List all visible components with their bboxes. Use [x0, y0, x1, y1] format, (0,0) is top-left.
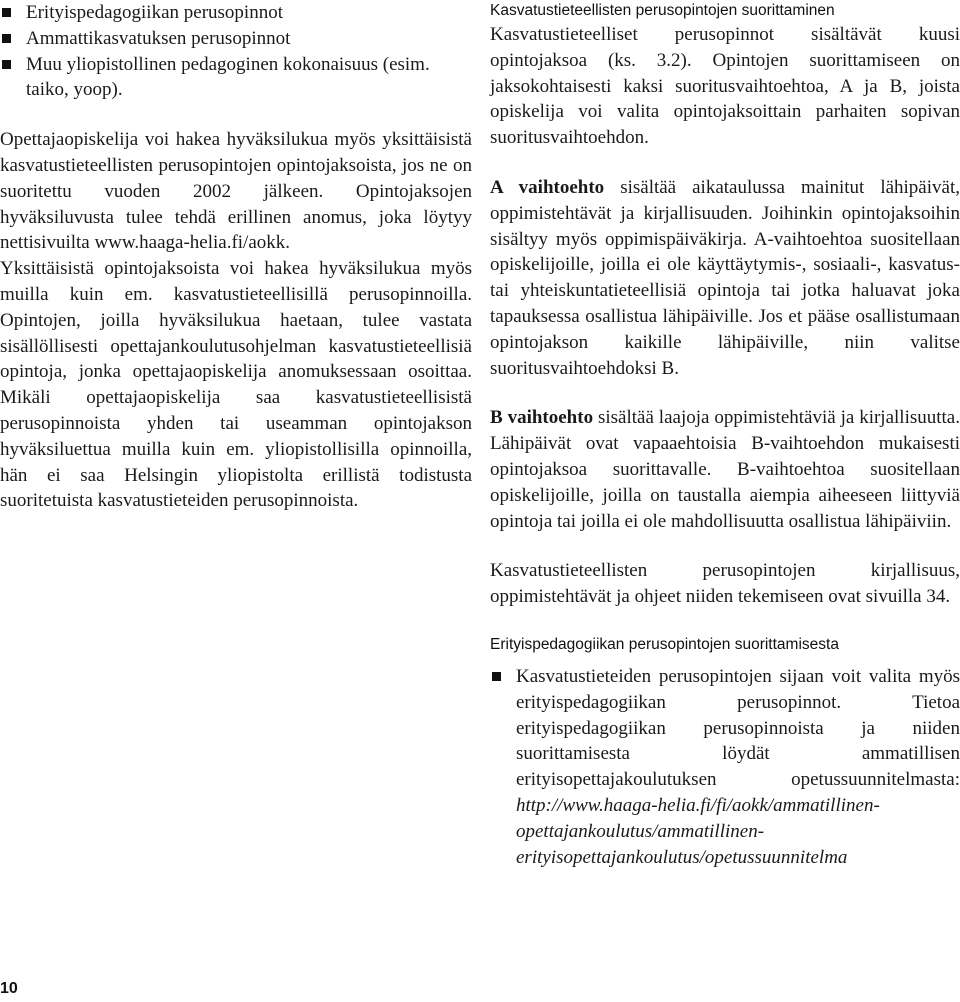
list-item	[490, 664, 960, 870]
studies-bullet-list	[0, 0, 472, 103]
square-bullet-icon	[2, 8, 11, 17]
list-item	[0, 52, 472, 104]
option-a-text: sisältää aikataulussa mainitut lähipäivät, oppimistehtävät ja kirjallisuuden. Joihinkin opintojaksoihin sisältyy myös oppimispäiväkirja. A-vaihtoehtoa suositellaan opiskelijoille, joilla ei ole käyttäytymis-, sosiaali-, kasvatus- tai yhteiskuntatieteellisiä opintoja tai jotka haluavat joka tapauksessa osallistua lähipäiville. Jos et pääse osallistumaan opintojakson kaikille lähipäiville, niin valitse suoritusvaihtoehdoksi B.	[490, 176, 960, 379]
curriculum-link[interactable]: http://www.haaga-helia.fi/fi/aokk/ammatillinen-opettajankoulutus/ammatillinen-erityisopettajankoulutus/opetussuunnitelma	[516, 794, 880, 868]
page-number: 10	[0, 980, 18, 997]
completion-intro-paragraph: Kasvatustieteelliset perusopinnot sisältävät kuusi opintojaksoa (ks. 3.2). Opintojen suorittamiseen on jaksokohtaisesti kaksi suoritusvaihtoehtoa, A ja B, joista opiskelija voi valita opintojaksoittain parhaiten sopivan suoritusvaihtoehdon.	[490, 24, 960, 149]
section-heading-special-education: Erityispedagogiikan perusopintojen suorittamisesta	[490, 635, 839, 653]
list-item-text: Ammattikasvatuksen perusopinnot	[26, 27, 291, 49]
individual-courses-paragraph: Yksittäisistä opintojaksoista voi hakea hyväksilukua myös muilla kuin em. kasvatustieteellisillä perusopinnoilla. Opintojen, joilla hyväksilukua haetaan, tulee vastata sisällöllisesti opettajankoulutusohjelman kasvatustieteellisiä opintoja, jonka opettajaopiskelija anomuksessaan osoittaa. Mikäli opettajaopiskelija saa kasvatustieteellisistä perusopinnoista yhden tai useamman opintojakson hyväksiluettua muilla kuin em. yliopistollisilla opinnoilla, hän ei saa Helsingin yliopistolta erillistä todistusta suoritetuista kasvatustieteiden perusopinnoista.	[0, 258, 472, 512]
option-a-label: A vaihtoehto	[490, 176, 605, 198]
left-column	[0, 0, 472, 514]
list-item-text: Erityispedagogiikan perusopinnot	[26, 2, 283, 23]
list-item	[0, 0, 472, 26]
square-bullet-icon	[2, 34, 11, 43]
special-education-list	[490, 664, 960, 870]
literature-paragraph: Kasvatustieteellisten perusopintojen kirjallisuus, oppimistehtävät ja ohjeet niiden tekemiseen ovat sivuilla 34.	[490, 560, 960, 608]
option-a-paragraph	[490, 175, 960, 381]
square-bullet-icon	[2, 60, 11, 69]
section-heading-completion: Kasvatustieteellisten perusopintojen suorittaminen	[490, 2, 835, 19]
list-item-text: Muu yliopistollinen pedagoginen kokonaisuus (esim. taiko, yoop).	[26, 53, 430, 101]
option-b-label: B vaihtoehto	[490, 407, 594, 429]
option-b-text: sisältää laajoja oppimistehtäviä ja kirjallisuutta. Lähipäivät ovat vapaaehtoisia B-vaihtoehdon mukaisesti opintojaksoa suorittavalle. B-vaihtoehtoa suositellaan opiskelijoille, joilla on taustalla aiempia aiheeseen liittyviä opintoja tai joilla ei ole mahdollisuutta osallistua lähipäiviin.	[490, 407, 960, 532]
list-item-text: Kasvatustieteiden perusopintojen sijaan voit valita myös erityispedagogiikan perusopinnot. Tietoa erityispedagogiikan perusopinnoista ja niiden suorittamisesta löydät ammatillisen erityisopettajakoulutuksen opetussuunnitelmasta:	[516, 665, 960, 791]
recognition-paragraph: Opettajaopiskelija voi hakea hyväksilukua myös yksittäisistä kasvatustieteellisten perusopintojen opintojaksoista, jos ne on suoritettu vuoden 2002 jälkeen. Opintojaksojen hyväksiluvusta tulee tehdä erillinen anomus, joka löytyy nettisivuilta www.haaga-helia.fi/aokk.	[0, 129, 472, 254]
right-column	[490, 0, 960, 870]
square-bullet-icon	[492, 672, 501, 681]
option-b-paragraph	[490, 405, 960, 534]
list-item	[0, 26, 472, 52]
